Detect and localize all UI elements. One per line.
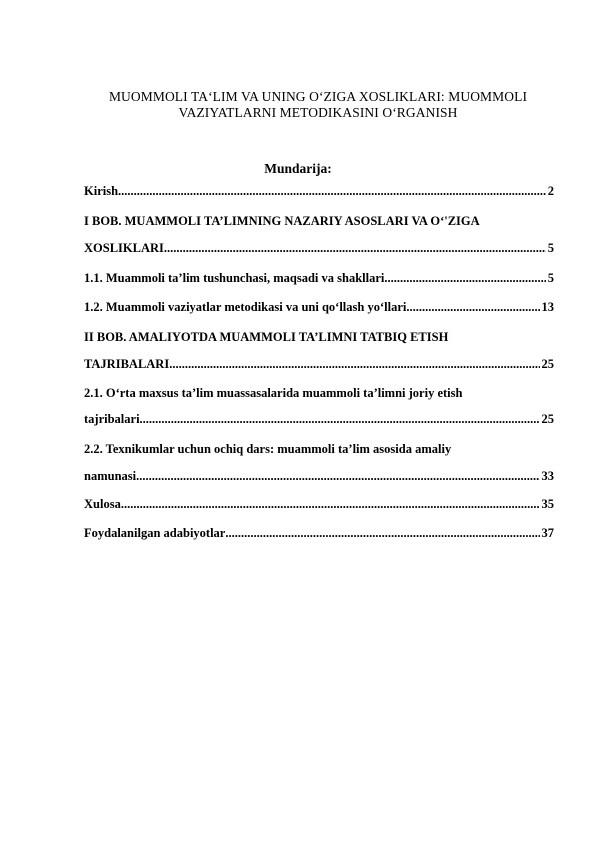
toc-leader-dots: [164, 240, 546, 256]
toc-entry-bob2-line1[interactable]: II BOB. AMALIYOTDA MUAMMOLI TA’LIMNI TATBIQ ETISH: [84, 330, 449, 344]
toc-entry-text: Xulosa: [84, 497, 121, 511]
toc-entry-bob1[interactable]: [84, 240, 554, 256]
toc-page-number: 33: [541, 469, 554, 483]
toc-page-number: 37: [541, 526, 554, 540]
toc-entry-text: Kirish: [84, 184, 119, 198]
toc-entry-1-1[interactable]: [84, 270, 554, 286]
toc-leader-dots: [409, 299, 539, 315]
toc-page-number: 2: [547, 184, 554, 198]
toc-leader-dots: [384, 270, 545, 286]
toc-entry-1-2[interactable]: [84, 299, 554, 315]
toc-leader-dots: [121, 496, 540, 512]
toc-entry-text: tajribalari: [84, 412, 140, 426]
toc-page-number: 25: [541, 357, 554, 371]
toc-page-number: 5: [547, 271, 554, 285]
toc-entry-text: 1.1. Muammoli ta’lim tushunchasi, maqsadi va shakllari: [84, 271, 385, 285]
toc-leader-dots: [169, 356, 539, 372]
toc-entry-adabiyotlar[interactable]: [84, 525, 554, 541]
toc-page-number: 5: [547, 241, 554, 255]
toc-leader-dots: [136, 468, 539, 484]
toc-entry-2-2-line1[interactable]: 2.2. Texnikumlar uchun ochiq dars: muammoli ta’lim asosida amaliy: [84, 442, 452, 456]
toc-leader-dots: [118, 183, 546, 199]
toc-entry-2-2[interactable]: [84, 468, 554, 484]
toc-entry-2-1-line1[interactable]: 2.1. Oʻrta maxsus ta’lim muassasalarida muammoli ta’limni joriy etish: [84, 386, 463, 400]
toc-entry-kirish[interactable]: [84, 183, 554, 199]
document-title: [80, 89, 556, 121]
toc-entry-text: XOSLIKLARI: [84, 241, 164, 255]
toc-leader-dots: [140, 411, 540, 427]
toc-entry-text: namunasi: [84, 469, 137, 483]
toc-leader-dots: [225, 525, 539, 541]
toc-entry-2-1[interactable]: [84, 411, 554, 427]
toc-entry-text: Foydalanilgan adabiyotlar: [84, 526, 226, 540]
toc-entry-text: TAJRIBALARI: [84, 357, 170, 371]
toc-entry-bob2[interactable]: [84, 356, 554, 372]
toc-entry-bob1-line1[interactable]: I BOB. MUAMMOLI TA’LIMNING NAZARIY ASOSLARI VA Oʻ'ZIGA: [84, 214, 480, 228]
toc-page-number: 25: [541, 412, 554, 426]
toc-page-number: 13: [541, 300, 554, 314]
toc-entry-text: 1.2. Muammoli vaziyatlar metodikasi va uni qoʻllash yoʻllari.: [84, 300, 410, 314]
toc-heading: Mundarija:: [264, 161, 332, 176]
toc-entry-xulosa[interactable]: [84, 496, 554, 512]
title-line-1: MUOMMOLI TAʻLIM VA UNING OʻZIGA XOSLIKLARI: MUOMMOLI: [108, 89, 528, 104]
title-line-2: VAZIYATLARNI METODIKASINI OʻRGANISH: [178, 105, 458, 120]
toc-page-number: 35: [541, 497, 554, 511]
